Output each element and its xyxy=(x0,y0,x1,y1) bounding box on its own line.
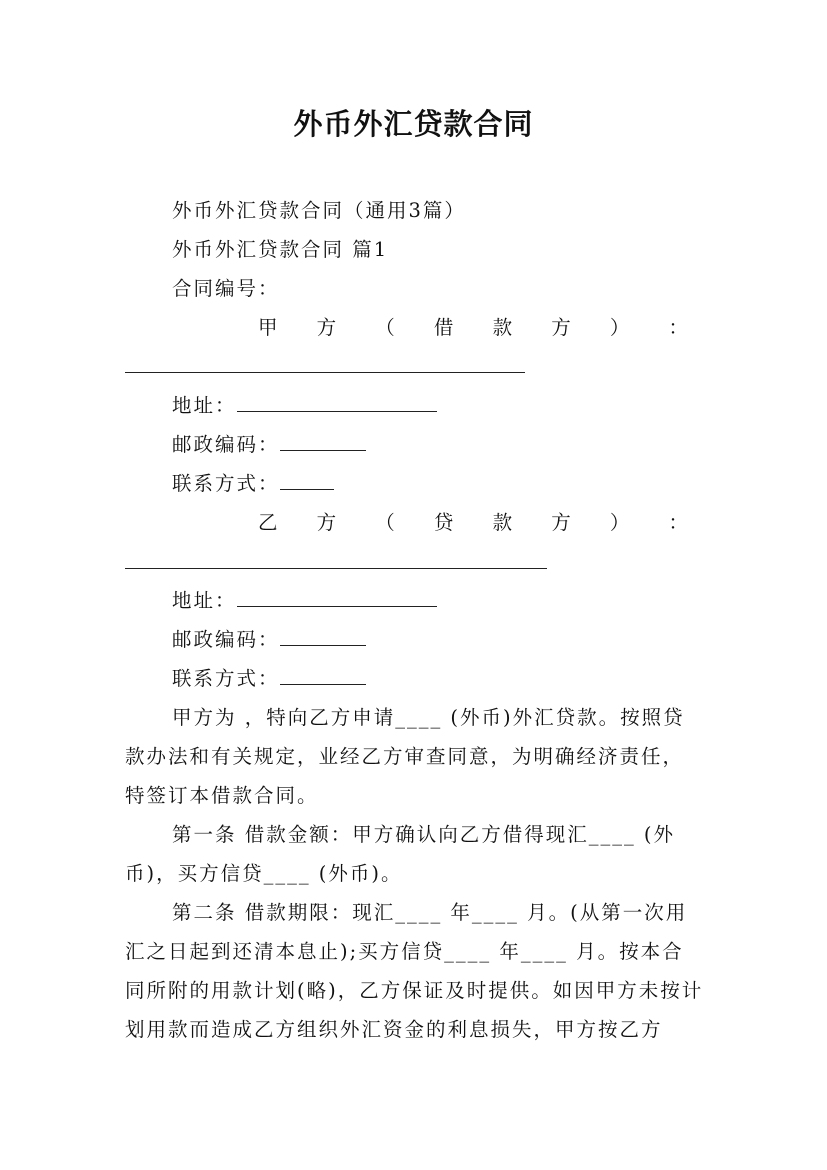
contract-number-label: 合同编号： xyxy=(172,277,280,300)
party-b-char: （ xyxy=(375,511,395,534)
party-b-char: 方 xyxy=(316,511,337,534)
party-b-postcode-blank xyxy=(280,626,366,646)
party-a-address-label: 地址： xyxy=(172,394,237,417)
party-b-char: 方 xyxy=(551,511,571,534)
party-b-heading xyxy=(258,508,688,538)
party-b-contact-blank xyxy=(280,665,366,685)
party-b-address-label: 地址： xyxy=(172,589,237,612)
party-a-postcode-label: 邮政编码： xyxy=(172,433,280,456)
party-b-contact-label: 联系方式： xyxy=(172,667,280,690)
party-b-address-blank xyxy=(237,587,437,607)
party-a-postcode-blank xyxy=(280,431,366,451)
party-a-name-blank xyxy=(125,372,525,373)
party-b-char: ） xyxy=(609,511,630,534)
party-b-char: 贷 xyxy=(433,511,454,534)
party-a-char: （ xyxy=(375,316,395,339)
party-a-address-blank xyxy=(237,392,437,412)
party-a-char: 甲 xyxy=(258,316,278,339)
paragraph-text: 第二条 借款期限：现汇____ 年____ 月。(从第一次用汇之日起到还清本息止);买方信贷____ 年____ 月。按本合同所附的用款计划(略)，乙方保证及时提供。如因甲方未按计划用款而造成乙方组织外汇资金的利息损失，甲方按乙方 xyxy=(125,901,704,1041)
party-b-char: 款 xyxy=(492,511,513,534)
party-a-char: ） xyxy=(609,316,630,339)
party-b-char: 乙 xyxy=(258,511,278,534)
party-a-char: 方 xyxy=(551,316,571,339)
party-a-contact-row xyxy=(172,469,334,499)
heading-part: 外币外汇贷款合同 篇1 xyxy=(172,238,389,261)
heading-multi: 外币外汇贷款合同（通用3篇） xyxy=(172,199,466,222)
party-a-char: ： xyxy=(668,316,688,339)
body-paragraph xyxy=(125,698,705,815)
body-paragraph xyxy=(125,893,705,1049)
party-a-char: 借 xyxy=(433,316,454,339)
party-b-name-blank xyxy=(125,568,547,569)
party-a-address-row xyxy=(172,391,437,421)
party-a-heading xyxy=(258,313,688,343)
party-b-address-row xyxy=(172,586,437,616)
party-b-char: ： xyxy=(668,511,688,534)
body-paragraph xyxy=(125,815,705,893)
document-title: 外币外汇贷款合同 xyxy=(293,107,534,141)
party-a-char: 款 xyxy=(492,316,513,339)
party-b-contact-row xyxy=(172,664,366,694)
paragraph-text: 甲方为 ，特向乙方申请____ (外币)外汇贷款。按照贷款办法和有关规定，业经乙方审查同意，为明确经济责任，特签订本借款合同。 xyxy=(125,706,685,807)
party-a-contact-blank xyxy=(280,470,334,490)
party-a-contact-label: 联系方式： xyxy=(172,472,280,495)
paragraph-text: 第一条 借款金额：甲方确认向乙方借得现汇____ (外币)，买方信贷____ (外币)。 xyxy=(125,823,676,885)
party-a-char: 方 xyxy=(316,316,337,339)
party-b-postcode-label: 邮政编码： xyxy=(172,628,280,651)
party-a-postcode-row xyxy=(172,430,366,460)
party-b-postcode-row xyxy=(172,625,366,655)
